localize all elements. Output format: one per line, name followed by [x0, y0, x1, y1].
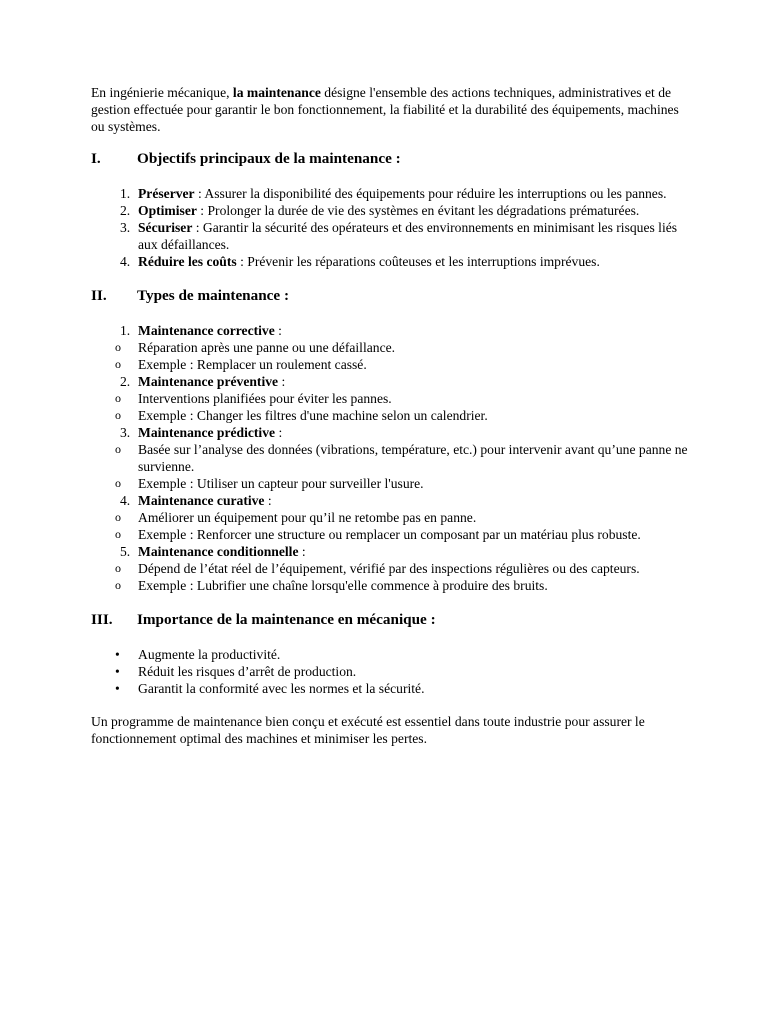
- item-bold: Préserver: [138, 186, 195, 201]
- bullet-text: Augmente la productivité.: [138, 647, 281, 662]
- item-text: : Assurer la disponibilité des équipements pour réduire les interruptions ou les pannes.: [194, 186, 667, 201]
- list-item: [91, 680, 691, 697]
- item-bold: Maintenance prédictive: [138, 425, 276, 440]
- sub-list: [91, 441, 691, 492]
- intro-bold-term: la maintenance: [232, 85, 321, 100]
- circle-bullet-icon: o: [115, 561, 121, 575]
- circle-bullet-icon: o: [115, 476, 121, 490]
- intro-prefix: En ingénierie mécanique,: [91, 85, 233, 100]
- sub-list: [91, 509, 691, 543]
- item-bold: Maintenance curative: [138, 493, 265, 508]
- item-number: 1.: [120, 323, 131, 338]
- item-number: 3.: [120, 425, 131, 440]
- section-numeral: I.: [91, 150, 101, 167]
- circle-bullet-icon: o: [115, 391, 121, 405]
- sub-list-item: [91, 509, 691, 526]
- item-bold: Maintenance préventive: [138, 374, 279, 389]
- circle-bullet-icon: o: [115, 527, 121, 541]
- item-number: 4.: [120, 493, 131, 508]
- objectives-list: [91, 185, 691, 270]
- item-number: 2.: [120, 203, 131, 218]
- intro-paragraph: [91, 84, 691, 135]
- item-text: :: [278, 374, 286, 389]
- sub-list-item: [91, 560, 691, 577]
- section-title: Importance de la maintenance en mécanique :: [137, 611, 436, 628]
- list-item: [91, 185, 691, 202]
- item-text: : Garantir la sécurité des opérateurs et des environnements en minimisant les risques liés aux défaillances.: [138, 220, 678, 252]
- list-item: [91, 492, 691, 543]
- sub-item-text: Améliorer un équipement pour qu’il ne retombe pas en panne.: [138, 510, 477, 525]
- item-number: 3.: [120, 220, 131, 235]
- item-number: 4.: [120, 254, 131, 269]
- item-text: :: [275, 425, 283, 440]
- item-bold: Réduire les coûts: [138, 254, 237, 269]
- item-bold: Maintenance corrective: [138, 323, 275, 338]
- circle-bullet-icon: o: [115, 510, 121, 524]
- list-item: [91, 373, 691, 424]
- list-item: [91, 543, 691, 594]
- list-item: [91, 219, 691, 253]
- circle-bullet-icon: o: [115, 578, 121, 592]
- sub-item-text: Exemple : Utiliser un capteur pour surveiller l'usure.: [138, 476, 424, 491]
- circle-bullet-icon: o: [115, 357, 121, 371]
- item-text: :: [298, 544, 306, 559]
- section-title: Objectifs principaux de la maintenance :: [137, 150, 401, 167]
- sub-list: [91, 560, 691, 594]
- sub-item-text: Basée sur l’analyse des données (vibrations, température, etc.) pour intervenir avant qu’une panne ne survienne.: [138, 442, 688, 474]
- item-number: 1.: [120, 186, 131, 201]
- sub-item-text: Exemple : Lubrifier une chaîne lorsqu'elle commence à produire des bruits.: [138, 578, 548, 593]
- document-page: [91, 84, 691, 747]
- sub-item-text: Exemple : Changer les filtres d'une machine selon un calendrier.: [138, 408, 488, 423]
- item-text: :: [274, 323, 282, 338]
- item-bold: Sécuriser: [138, 220, 193, 235]
- sub-list-item: [91, 441, 691, 475]
- bullet-text: Garantit la conformité avec les normes et la sécurité.: [138, 681, 425, 696]
- types-list: [91, 322, 691, 594]
- sub-item-text: Exemple : Renforcer une structure ou remplacer un composant par un matériau plus robuste.: [138, 527, 641, 542]
- sub-item-text: Réparation après une panne ou une défaillance.: [138, 340, 396, 355]
- sub-list-item: [91, 339, 691, 356]
- item-text: :: [264, 493, 272, 508]
- bullet-icon: •: [115, 681, 120, 696]
- sub-item-text: Interventions planifiées pour éviter les pannes.: [138, 391, 392, 406]
- item-text: : Prévenir les réparations coûteuses et les interruptions imprévues.: [236, 254, 600, 269]
- section-heading-3: [91, 610, 691, 629]
- importance-list: [91, 646, 691, 697]
- item-bold: Maintenance conditionnelle: [138, 544, 299, 559]
- list-item: [91, 253, 691, 270]
- list-item: [91, 663, 691, 680]
- circle-bullet-icon: o: [115, 442, 121, 456]
- section-heading-2: [91, 286, 691, 305]
- sub-list-item: [91, 577, 691, 594]
- sub-item-text: Dépend de l’état réel de l’équipement, vérifié par des inspections régulières ou des capteurs.: [138, 561, 640, 576]
- section-title: Types de maintenance :: [137, 287, 290, 304]
- item-bold: Optimiser: [138, 203, 197, 218]
- sub-list: [91, 339, 691, 373]
- sub-list-item: [91, 526, 691, 543]
- closing-paragraph: Un programme de maintenance bien conçu et exécuté est essentiel dans toute industrie pour assurer le fonctionnement optimal des machines et minimiser les pertes.: [91, 714, 645, 746]
- bullet-icon: •: [115, 647, 120, 662]
- sub-list-item: [91, 390, 691, 407]
- sub-list-item: [91, 407, 691, 424]
- list-item: [91, 646, 691, 663]
- list-item: [91, 202, 691, 219]
- intro-suffix: désigne l'ensemble des actions techniques, administratives et de gestion effectuée pour garantir le bon fonctionnement, la fiabilité et la durabilité des équipements, machines ou systèmes.: [91, 85, 679, 134]
- bullet-text: Réduit les risques d’arrêt de production.: [138, 664, 357, 679]
- list-item: [91, 322, 691, 373]
- sub-list-item: [91, 356, 691, 373]
- section-numeral: III.: [91, 611, 113, 628]
- section-heading-1: [91, 149, 691, 168]
- item-text: : Prolonger la durée de vie des systèmes en évitant les dégradations prématurées.: [196, 203, 640, 218]
- sub-item-text: Exemple : Remplacer un roulement cassé.: [138, 357, 367, 372]
- sub-list: [91, 390, 691, 424]
- item-number: 2.: [120, 374, 131, 389]
- sub-list-item: [91, 475, 691, 492]
- item-number: 5.: [120, 544, 131, 559]
- list-item: [91, 424, 691, 492]
- circle-bullet-icon: o: [115, 340, 121, 354]
- section-numeral: II.: [91, 287, 107, 304]
- bullet-icon: •: [115, 664, 120, 679]
- circle-bullet-icon: o: [115, 408, 121, 422]
